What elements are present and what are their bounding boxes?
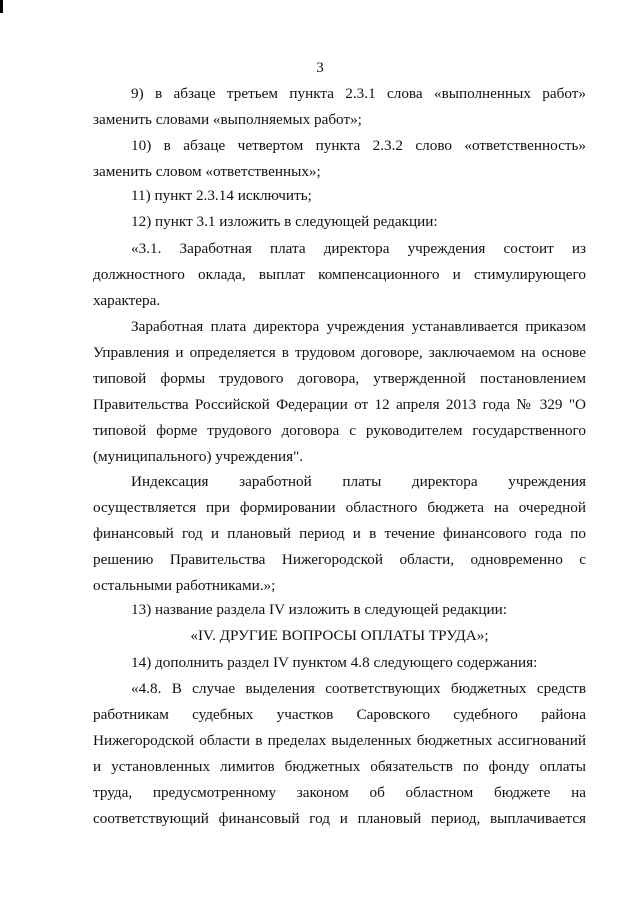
text-line: Управления и определяется в трудовом договоре, заключаемом на основе <box>93 344 586 361</box>
text-line: остальными работниками.»; <box>93 577 276 594</box>
indexation-paragraph <box>93 469 586 599</box>
text-line: (муниципального) учреждения". <box>93 448 304 465</box>
text-line: заменить словом «ответственных»; <box>93 163 321 180</box>
text-line: финансовый год и плановый период и в течение финансового года по <box>93 525 586 542</box>
text-line: соответствующий финансовый год и плановый период, выплачивается <box>93 810 586 827</box>
scan-edge-mark <box>0 0 3 13</box>
text-line: «4.8. В случае выделения соответствующих бюджетных средств <box>131 680 586 697</box>
clause-3-1 <box>93 236 586 314</box>
text-line: должностного оклада, выплат компенсационного и стимулирующего <box>93 266 586 283</box>
amendments-block-3 <box>93 183 586 209</box>
text-line: осуществляется при формировании областного бюджета на очередной <box>93 499 586 516</box>
text-line: заменить словами «выполняемых работ»; <box>93 111 362 128</box>
amendments-block-4 <box>93 209 586 235</box>
section-title: «IV. ДРУГИЕ ВОПРОСЫ ОПЛАТЫ ТРУДА»; <box>190 627 489 644</box>
text-line: труда, предусмотренному законом об областном бюджете на <box>93 784 586 801</box>
page-number: 3 <box>316 60 324 76</box>
text-line: 9) в абзаце третьем пункта 2.3.1 слова «выполненных работ» <box>131 85 586 102</box>
text-line: решению Правительства Нижегородской области, одновременно с <box>93 551 586 568</box>
text-line: типовой формы трудового договора, утвержденной постановлением <box>93 370 586 387</box>
text-line: 10) в абзаце четвертом пункта 2.3.2 слово «ответственность» <box>131 137 586 154</box>
text-line: Правительства Российской Федерации от 12 апреля 2013 года № 329 "О <box>93 396 586 413</box>
salary-paragraph <box>93 314 586 470</box>
text-line: 14) дополнить раздел IV пунктом 4.8 следующего содержания: <box>131 654 538 671</box>
clause-4-8 <box>93 676 586 832</box>
text-line: 11) пункт 2.3.14 исключить; <box>131 187 312 204</box>
text-line: Нижегородской области в пределах выделенных бюджетных ассигнований <box>93 732 586 749</box>
text-line: Индексация заработной платы директора учреждения <box>131 473 586 490</box>
text-line: типовой форме трудового договора с руководителем государственного <box>93 422 586 439</box>
amendments-block-13 <box>93 597 586 649</box>
amendments-block-1 <box>93 81 586 133</box>
text-line: «3.1. Заработная плата директора учреждения состоит из <box>131 240 586 257</box>
text-line: и установленных лимитов бюджетных обязательств по фонду оплаты <box>93 758 586 775</box>
amendments-block-2 <box>93 133 586 185</box>
text-line: работникам судебных участков Саровского судебного района <box>93 706 586 723</box>
amendments-block-14 <box>93 650 586 676</box>
text-line: 12) пункт 3.1 изложить в следующей редакции: <box>131 213 438 230</box>
text-line: характера. <box>93 292 161 309</box>
text-line: Заработная плата директора учреждения устанавливается приказом <box>131 318 586 335</box>
text-line: 13) название раздела IV изложить в следующей редакции: <box>131 601 507 618</box>
